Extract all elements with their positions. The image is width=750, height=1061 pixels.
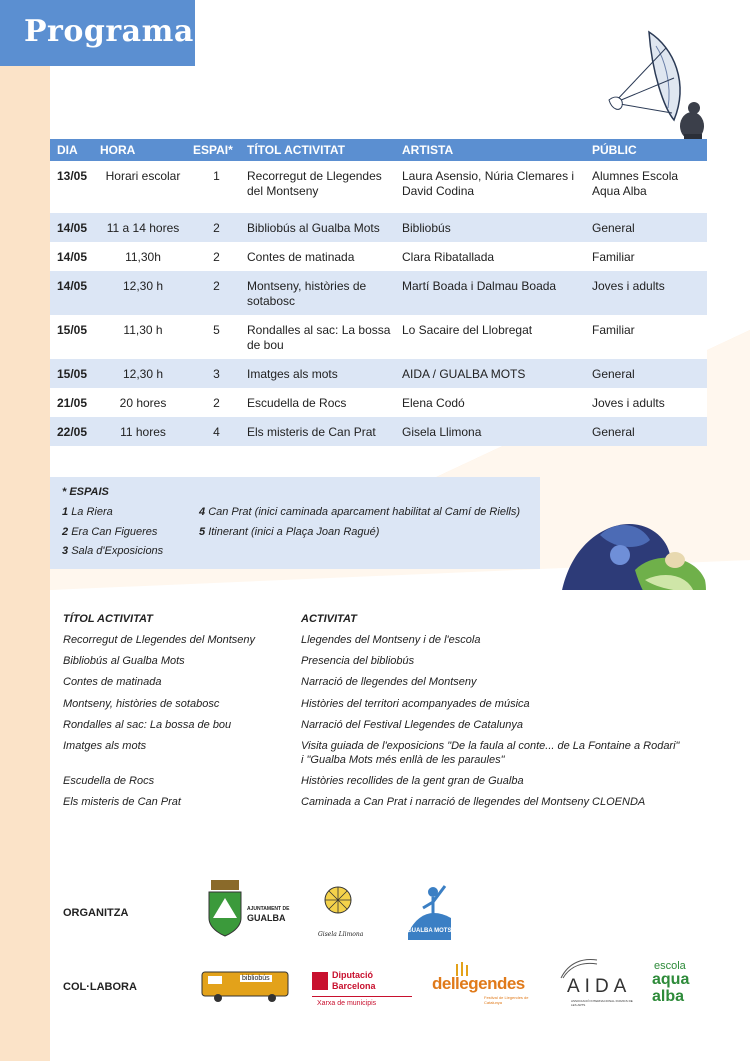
cell-hora: 20 hores <box>93 388 186 417</box>
cell-public: Familiar <box>585 242 707 271</box>
activitat-descripcio: Narració de llegendes del Montseny <box>301 676 477 688</box>
cell-artista: Lo Sacaire del Llobregat <box>395 315 585 359</box>
cell-dia: 15/05 <box>50 359 93 388</box>
cell-public: General <box>585 417 707 446</box>
table-row <box>50 359 707 388</box>
cell-hora: 11,30 h <box>93 315 186 359</box>
diputacio-barcelona-logo <box>312 970 412 1015</box>
cell-espai: 2 <box>186 213 240 242</box>
activitat-descripcio-line2: i "Gualba Mots més enllà de les paraules" <box>301 754 505 766</box>
alba-text: alba <box>652 988 685 1005</box>
cell-hora: 12,30 h <box>93 271 186 315</box>
cell-espai: 5 <box>186 315 240 359</box>
cell-espai: 2 <box>186 388 240 417</box>
espai-item: 4 Can Prat (inici caminada aparcament habilitat al Camí de Riells) <box>199 506 520 518</box>
col-header-artista: ARTISTA <box>395 139 585 161</box>
ajuntament-gualba-text: GUALBA <box>247 913 286 923</box>
cell-titol: Escudella de Rocs <box>240 388 395 417</box>
page-title: Programa <box>24 14 194 49</box>
cell-artista: Martí Boada i Dalmau Boada <box>395 271 585 315</box>
activitat-descripcio: Històries del territori acompanyades de música <box>301 698 530 710</box>
activitat-descripcio: Llegendes del Montseny i de l'escola <box>301 634 481 646</box>
cell-public: General <box>585 213 707 242</box>
cell-hora: 11 a 14 hores <box>93 213 186 242</box>
table-header-row <box>50 139 707 161</box>
cell-hora: 11 hores <box>93 417 186 446</box>
cell-public: Alumnes Escola Aqua Alba <box>585 161 707 213</box>
aqua-text: aqua <box>652 971 690 988</box>
dellegendes-sub: Festival de Llegendes de Catalunya <box>484 995 529 1005</box>
activitat-titol: Contes de matinada <box>63 676 162 688</box>
diputacio-shield-icon <box>312 972 328 990</box>
cell-hora: Horari escolar <box>93 161 186 213</box>
program-table <box>50 139 707 446</box>
dellegendes-logo <box>432 962 542 1012</box>
activitat-descripcio: Caminada a Can Prat i narració de llegendes del Montseny CLOENDA <box>301 796 646 808</box>
aida-sub: ASSOCIACIÓ INTERNACIONAL D'AMICS DE LES ARTS <box>571 999 633 1007</box>
cell-titol: Contes de matinada <box>240 242 395 271</box>
cell-titol: Montseny, històries de sotabosc <box>240 271 395 315</box>
activitat-titol: Bibliobús al Gualba Mots <box>63 655 185 667</box>
cell-dia: 21/05 <box>50 388 93 417</box>
espai-item: 2 Era Can Figueres <box>62 526 158 538</box>
cell-dia: 14/05 <box>50 242 93 271</box>
llimona-signature: Gisela Llimona <box>318 931 364 938</box>
espai-item: 5 Itinerant (inici a Plaça Joan Ragué) <box>199 526 380 538</box>
table-row <box>50 161 707 213</box>
activitat-descripcio: Visita guiada de l'exposicions "De la faula al conte... de La Fontaine a Rodari" <box>301 740 680 752</box>
table-row <box>50 417 707 446</box>
diputacio-text: Diputació <box>332 970 374 980</box>
cell-titol: Recorregut de Llegendes del Montseny <box>240 161 395 213</box>
cell-titol: Rondalles al sac: La bossa de bou <box>240 315 395 359</box>
cell-espai: 2 <box>186 242 240 271</box>
barcelona-text: Barcelona <box>332 981 376 991</box>
table-row <box>50 213 707 242</box>
activitat-titol: Imatges als mots <box>63 740 147 752</box>
table-row <box>50 315 707 359</box>
espais-legend <box>50 477 540 569</box>
activitat-titol: Els misteris de Can Prat <box>63 796 181 808</box>
gualba-mots-logo <box>403 878 458 944</box>
ajuntament-text: AJUNTAMENT DE <box>247 906 290 912</box>
moon-illustration <box>604 28 712 144</box>
col-header-titol: TÍTOL ACTIVITAT <box>240 139 395 161</box>
gisela-llimona-logo <box>318 885 378 945</box>
organitza-label: ORGANITZA <box>63 907 129 919</box>
cell-artista: Gisela Llimona <box>395 417 585 446</box>
activitat-titol: Rondalles al sac: La bossa de bou <box>63 719 232 731</box>
collabora-label: COL·LABORA <box>63 981 137 993</box>
bibliobus-logo <box>200 968 292 1004</box>
table-row <box>50 388 707 417</box>
cell-artista: AIDA / GUALBA MOTS <box>395 359 585 388</box>
col-header-espai: ESPAI* <box>186 139 240 161</box>
cell-dia: 14/05 <box>50 271 93 315</box>
escola-text: escola <box>654 960 686 972</box>
cell-dia: 15/05 <box>50 315 93 359</box>
espai-item: 3 Sala d'Exposicions <box>62 545 164 557</box>
activitat-titol: Recorregut de Llegendes del Montseny <box>63 634 256 646</box>
activitats-section <box>50 590 707 840</box>
activitat-descripcio: Presencia del bibliobús <box>301 655 415 667</box>
aida-text: AIDA <box>567 976 632 997</box>
cell-espai: 2 <box>186 271 240 315</box>
escola-aqua-alba-logo <box>650 960 710 1016</box>
cell-dia: 22/05 <box>50 417 93 446</box>
cell-artista: Laura Asensio, Núria Clemares i David Codina <box>395 161 585 213</box>
activitats-header-titol: TÍTOL ACTIVITAT <box>63 613 153 625</box>
dellegendes-text: dellegendes <box>432 974 525 993</box>
cell-hora: 11,30h <box>93 242 186 271</box>
cell-dia: 13/05 <box>50 161 93 213</box>
cell-espai: 3 <box>186 359 240 388</box>
cell-titol: Els misteris de Can Prat <box>240 417 395 446</box>
espais-heading: * ESPAIS <box>62 486 109 498</box>
xarxa-text: Xarxa de municipis <box>317 1000 377 1007</box>
table-row <box>50 271 707 315</box>
activitat-descripcio: Narració del Festival Llegendes de Catalunya <box>301 719 523 731</box>
ajuntament-gualba-logo <box>205 878 290 940</box>
cell-titol: Bibliobús al Gualba Mots <box>240 213 395 242</box>
cell-artista: Bibliobús <box>395 213 585 242</box>
cell-public: Familiar <box>585 315 707 359</box>
col-header-hora: HORA <box>93 139 186 161</box>
cell-public: Joves i adults <box>585 388 707 417</box>
cell-hora: 12,30 h <box>93 359 186 388</box>
cell-public: Joves i adults <box>585 271 707 315</box>
bibliobus-text: bibliobús <box>242 975 270 982</box>
col-header-public: PÚBLIC <box>585 139 707 161</box>
cell-artista: Elena Codó <box>395 388 585 417</box>
cell-titol: Imatges als mots <box>240 359 395 388</box>
cell-public: General <box>585 359 707 388</box>
cell-dia: 14/05 <box>50 213 93 242</box>
espai-item: 1 La Riera <box>62 506 113 518</box>
table-row <box>50 242 707 271</box>
activitat-titol: Montseny, històries de sotabosc <box>63 698 220 710</box>
cell-espai: 4 <box>186 417 240 446</box>
col-header-dia: DIA <box>50 139 93 161</box>
activitat-descripcio: Històries recollides de la gent gran de Gualba <box>301 775 524 787</box>
title-banner <box>0 0 195 66</box>
gualba-mots-text: GUALBA MOTS <box>407 928 452 934</box>
aida-logo <box>557 958 637 1010</box>
activitat-titol: Escudella de Rocs <box>63 775 155 787</box>
cell-artista: Clara Ribatallada <box>395 242 585 271</box>
cell-espai: 1 <box>186 161 240 213</box>
sponsors-section <box>50 860 750 1061</box>
activitats-header-activitat: ACTIVITAT <box>301 613 357 625</box>
